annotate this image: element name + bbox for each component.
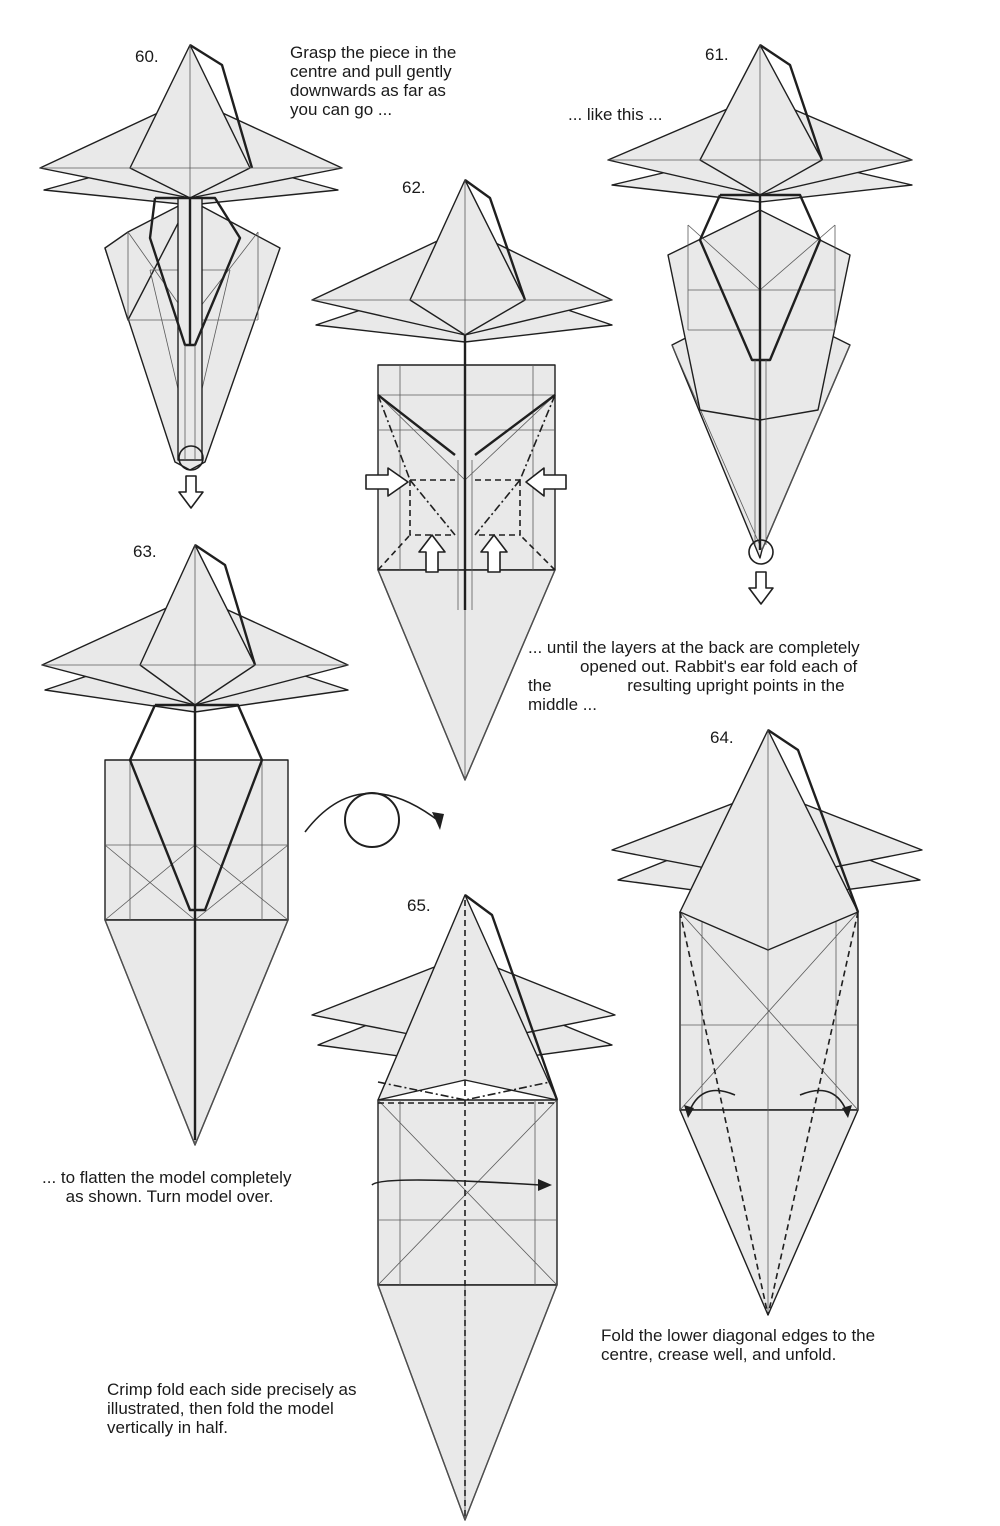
step-65-model bbox=[312, 895, 615, 1520]
step-61-model bbox=[608, 45, 912, 604]
turn-over-symbol bbox=[305, 793, 444, 847]
step-63-number: 63. bbox=[133, 542, 157, 561]
step-60-instruction: Grasp the piece in the centre and pull gently downwards as far as you can go ... bbox=[290, 43, 457, 119]
step-63-model bbox=[42, 545, 348, 1145]
step-62-instruction: ... until the layers at the back are completely opened out. Rabbit's ear fold each of the resulting upright points in the middle ... bbox=[528, 638, 860, 714]
step-61-instruction: ... like this ... bbox=[568, 105, 663, 124]
pull-down-arrow-60 bbox=[179, 476, 203, 508]
step-64-instruction: Fold the lower diagonal edges to the centre, crease well, and unfold. bbox=[601, 1326, 876, 1364]
step-64-model bbox=[612, 730, 922, 1315]
step-63-instruction: ... to flatten the model completely as shown. Turn model over. bbox=[42, 1168, 292, 1206]
step-61-number: 61. bbox=[705, 45, 729, 64]
step-62-number: 62. bbox=[402, 178, 426, 197]
step-65-instruction: Crimp fold each side precisely as illustrated, then fold the model vertically in half. bbox=[107, 1380, 357, 1437]
step-64-number: 64. bbox=[710, 728, 734, 747]
step-65-number: 65. bbox=[407, 896, 431, 915]
pull-down-arrow-61 bbox=[749, 572, 773, 604]
step-60-number: 60. bbox=[135, 47, 159, 66]
